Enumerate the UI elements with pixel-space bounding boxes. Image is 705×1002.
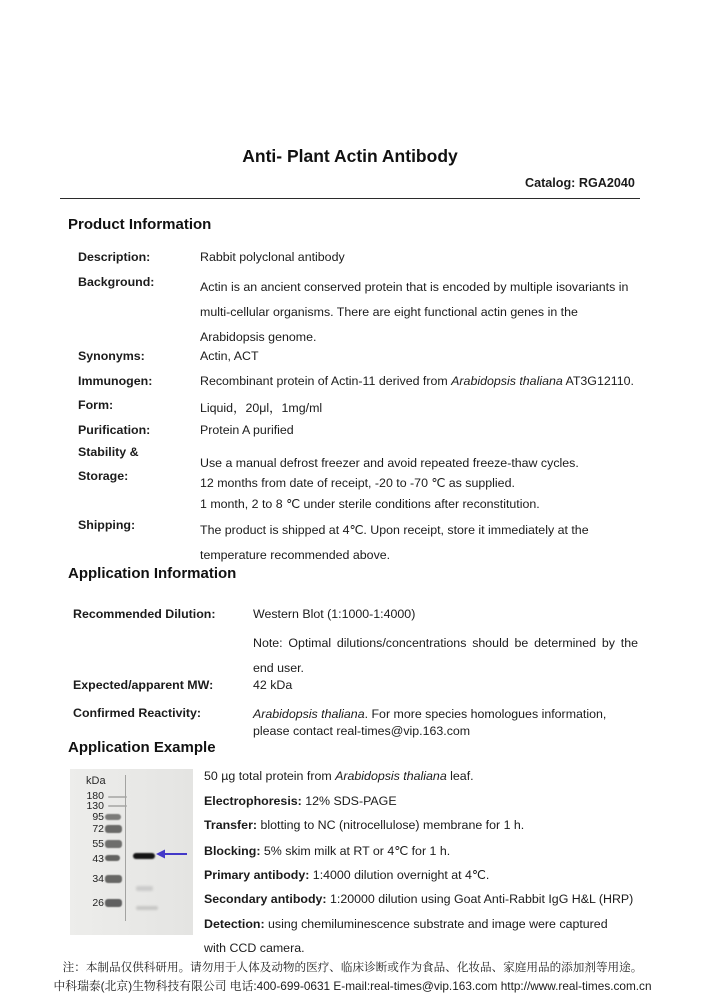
description-value: Rabbit polyclonal antibody	[200, 250, 345, 264]
expected-mw-label: Expected/apparent MW:	[73, 678, 214, 692]
recommended-dilution-note: Note: Optimal dilutions/concentrations should be determined by the end user.	[253, 636, 638, 675]
ladder-label-43: 43	[92, 853, 104, 865]
stability-line: 12 months from date of receipt, -20 to -70 ℃ as supplied.	[200, 476, 515, 491]
ladder-label-34: 34	[92, 873, 104, 885]
purification-value: Protein A purified	[200, 423, 294, 437]
shipping-value: The product is shipped at 4℃. Upon receipt, store it immediately at the temperature recommended above.	[200, 523, 589, 562]
section-application-information: Application Information	[68, 565, 237, 582]
ladder-label-180: 180	[86, 790, 104, 802]
ladder-band-72	[105, 825, 122, 833]
background-label: Background:	[78, 275, 155, 289]
recommended-dilution-value: Western Blot (1:1000-1:4000)	[253, 607, 416, 621]
header-divider	[60, 198, 640, 199]
footer-disclaimer: 注：本制品仅供科研用。请勿用于人体及动物的医疗、临床诊断或作为食品、化妆品、家庭用品的添加剂等用途。	[62, 961, 643, 974]
example-line-protein: 50 µg total protein from Arabidopsis thaliana leaf.	[204, 769, 474, 783]
description-label: Description:	[78, 250, 151, 264]
ladder-band-55	[105, 840, 122, 848]
catalog	[525, 176, 635, 190]
recommended-dilution-label: Recommended Dilution:	[73, 607, 216, 621]
ladder-label-130: 130	[86, 800, 104, 812]
background-value: Actin is an ancient conserved protein that is encoded by multiple isovariants in multi-cellular organisms. There are eight functional actin genes in the Arabidopsis genome.	[200, 280, 629, 344]
confirmed-reactivity-label: Confirmed Reactivity:	[73, 706, 202, 720]
stability-label-line1: Stability &	[78, 445, 139, 459]
immunogen-value: Recombinant protein of Actin-11 derived from Arabidopsis thaliana AT3G12110.	[200, 374, 634, 388]
immunogen-label: Immunogen:	[78, 374, 153, 388]
catalog-label: Catalog:	[525, 176, 576, 190]
catalog-value: RGA2040	[578, 176, 635, 190]
example-line-blocking: Blocking: 5% skim milk at RT or 4℃ for 1 h.	[204, 843, 451, 858]
ladder-label-55: 55	[92, 838, 104, 850]
lane-separator	[125, 775, 126, 921]
band-pointer-arrow-icon	[156, 848, 188, 860]
confirmed-reactivity-value: Arabidopsis thaliana. For more species homologues information, please contact real-times@vip.163.com	[253, 707, 607, 738]
faint-band	[136, 886, 153, 891]
example-line-primary-antibody: Primary antibody: 1:4000 dilution overnight at 4℃.	[204, 868, 490, 883]
footer-company-contact: 中科瑞泰(北京)生物科技有限公司 电话:400-699-0631 E-mail:real-times@vip.163.com http://www.real-times.com.cn	[53, 979, 652, 993]
stability-line: Use a manual defrost freezer and avoid repeated freeze-thaw cycles.	[200, 456, 579, 470]
application-example-text	[204, 769, 660, 966]
stability-label-line2: Storage:	[78, 469, 129, 483]
example-line-electrophoresis: Electrophoresis: 12% SDS-PAGE	[204, 793, 397, 808]
form-label: Form:	[78, 398, 114, 412]
example-line-secondary-antibody: Secondary antibody: 1:20000 dilution using Goat Anti-Rabbit IgG H&L (HRP)	[204, 891, 634, 906]
shipping-label: Shipping:	[78, 518, 136, 532]
faint-band	[136, 906, 158, 910]
ladder-band-34	[105, 875, 122, 883]
synonyms-value: Actin, ACT	[200, 349, 259, 363]
ladder-band-26	[105, 899, 122, 907]
species-italic: Arabidopsis thaliana	[451, 374, 563, 388]
example-line-detection: Detection: using chemiluminescence substrate and image were captured	[204, 916, 608, 931]
species-italic: Arabidopsis thaliana	[335, 769, 447, 783]
expected-mw-value: 42 kDa	[253, 678, 293, 692]
western-blot-image	[70, 769, 193, 935]
example-line-transfer: Transfer: blotting to NC (nitrocellulose) membrane for 1 h.	[204, 818, 525, 833]
stability-line: 1 month, 2 to 8 ℃ under sterile conditions after reconstitution.	[200, 496, 540, 511]
gel-unit-label: kDa	[86, 775, 106, 787]
ladder-band-43	[105, 855, 120, 861]
form-value: Liquid，20μl，1mg/ml	[200, 401, 323, 415]
species-italic: Arabidopsis thaliana	[253, 707, 365, 721]
section-product-information: Product Information	[68, 216, 212, 233]
ladder-label-95: 95	[92, 811, 104, 823]
purification-label: Purification:	[78, 423, 151, 437]
ladder-label-72: 72	[92, 823, 104, 835]
stability-value	[200, 453, 640, 514]
synonyms-label: Synonyms:	[78, 349, 145, 363]
sample-band-43kda	[133, 853, 155, 859]
ladder-label-26: 26	[92, 897, 104, 909]
ladder-band-95	[105, 814, 121, 820]
section-application-example: Application Example	[68, 739, 216, 756]
example-line-detection-cont: with CCD camera.	[204, 941, 305, 956]
page-title: Anti- Plant Actin Antibody	[242, 146, 458, 166]
